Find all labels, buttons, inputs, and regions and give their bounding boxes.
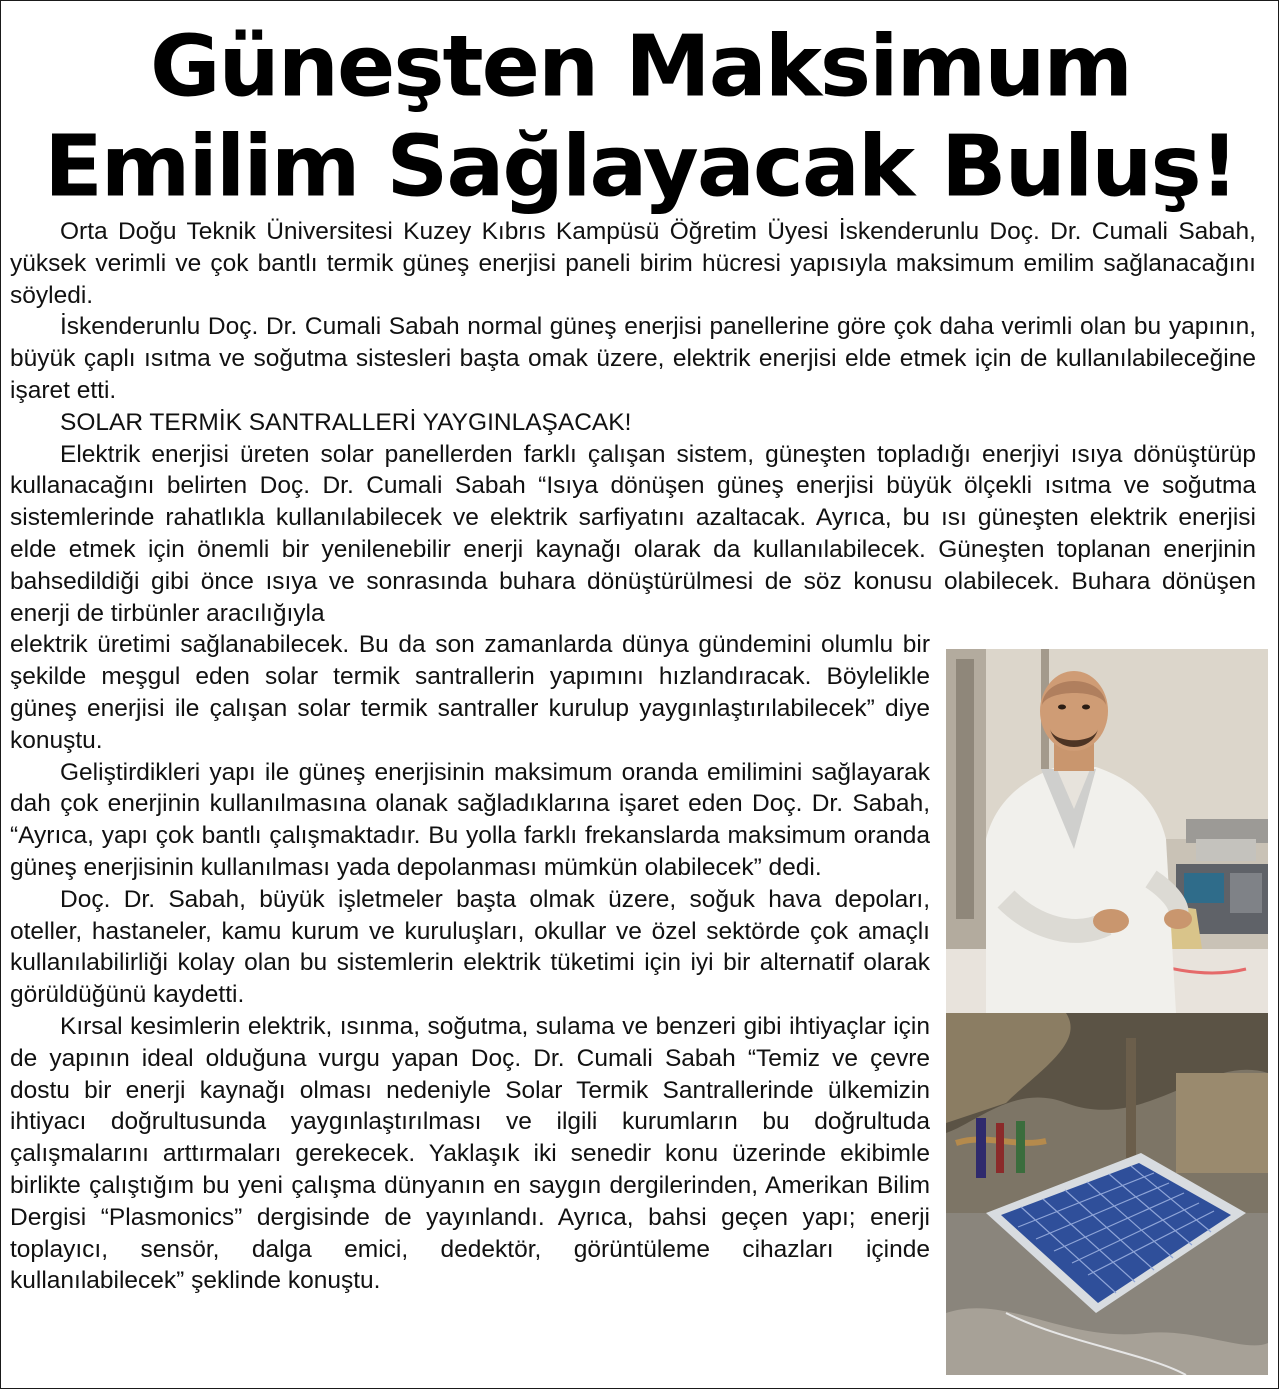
headline-line-1: Güneşten Maksimum [149,18,1132,117]
paragraph-intro: Orta Doğu Teknik Üniversitesi Kuzey Kıbrıs Kampüsü Öğretim Üyesi İskenderunlu Doç. Dr. Cumali Sabah, yüksek verimli ve çok bantlı termik güneş enerjisi paneli birim hücresi yapısıyla maksimum emilim sağlanacağını söyledi. [10,218,1256,309]
headline-line-2: Emilim Sağlayacak Buluş! [44,117,1237,216]
paragraph-3-top: Elektrik enerjisi üreten solar panellerden farklı çalışan sistem, güneşten topladığı enerjiyi ısıya dönüştürüp kullanacağını belirten Doç. Dr. Cumali Sabah “Isıya dönüşen güneş enerjisi büyük ölçekli ısıtma ve soğutma sistemlerinde rahatlıkla kullanılabilecek ve elektrik sarfiyatını azaltacak. Ayrıca, bu ısı güneşten elektrik enerjisi elde etmek için önemli bir yenilenebilir enerji kaynağı olarak da kullanılabilecek. Güneşten toplanan enerjinin bahsedildiği gibi önce ısıya ve sonrasında buhara dönüştürülmesi de söz konusu olabilecek. Buhara dönüşen enerji de tirbünler aracılığıyla [10,440,1256,627]
paragraph-6: Kırsal kesimlerin elektrik, ısınma, soğutma, sulama ve benzeri gibi ihtiyaçlar için de yapının ideal olduğuna vurgu yapan Doç. Dr. Cumali Sabah “Temiz ve çevre dostu bir enerji kaynağı olması nedeniyle Solar Termik Santrallerinde ülkemizin ihtiyacı doğrultusunda yaygınlaştırılması ve ilgili kurumların bu doğrultuda çalışmalarını arttırmaları gerekecek. Yaklaşık iki senedir konu üzerinde ekibimle birlikte çalıştığım bu yeni çalışma dünyanın en saygın dergilerinden, Amerikan Bilim Dergisi “Plasmonics” dergisinde de yayınlandı. Ayrıca, bahsi geçen yapı; enerji toplayıcı, sensör, dalga emici, dedektör, görüntüleme cihazları içinde kullanılabilecek” şeklinde konuştu. [10,1012,930,1295]
photo-solar-panel-icon [946,1013,1268,1375]
headline [1,17,1279,217]
scientist-photo [946,649,1268,1013]
paragraph-5: Doç. Dr. Sabah, büyük işletmeler başta olmak üzere, soğuk hava depoları, oteller, hastaneler, kamu kurum ve kuruluşları, okullar ve özel sektörde çok amaçlı kullanılabilirliği kolay olan bu sistemlerin elektrik tüketimi için iyi bir alternatif olarak görüldüğünü kaydetti. [10,885,930,1009]
paragraph-4: Geliştirdikleri yapı ile güneş enerjisinin maksimum oranda emilimini sağlayarak dah çok enerjinin kullanılmasına olanak sağladıklarına işaret eden Doç. Dr. Sabah, “Ayrıca, yapı çok bantlı çalışmaktadır. Bu yolla farklı frekanslarda maksimum oranda güneş enerjisinin kullanılması yada depolanması mümkün olabilecek” dedi. [10,758,930,881]
paragraph-3-bottom: elektrik üretimi sağlanabilecek. Bu da son zamanlarda dünya gündemini olumlu bir şekilde meşgul eden solar termik santrallerin yapımını hızlandıracak. Böylelikle güneş enerjisi ile çalışan solar termik santraller kurulup yaygınlaştırılabilecek” diye konuştu. [10,631,930,754]
paragraph-2: İskenderunlu Doç. Dr. Cumali Sabah normal güneş enerjisi panellerine göre çok daha verimli olan bu yapının, büyük çaplı ısıtma ve soğutma sistesleri başta omak üzere, elektrik enerjisi elde etmek için de kullanılabileceğine işaret etti. [10,313,1256,404]
photo-scientist-in-lab-icon [946,649,1268,1013]
subheading: SOLAR TERMİK SANTRALLERİ YAYGINLAŞACAK! [60,408,632,436]
solar-panel-photo [946,1013,1268,1375]
